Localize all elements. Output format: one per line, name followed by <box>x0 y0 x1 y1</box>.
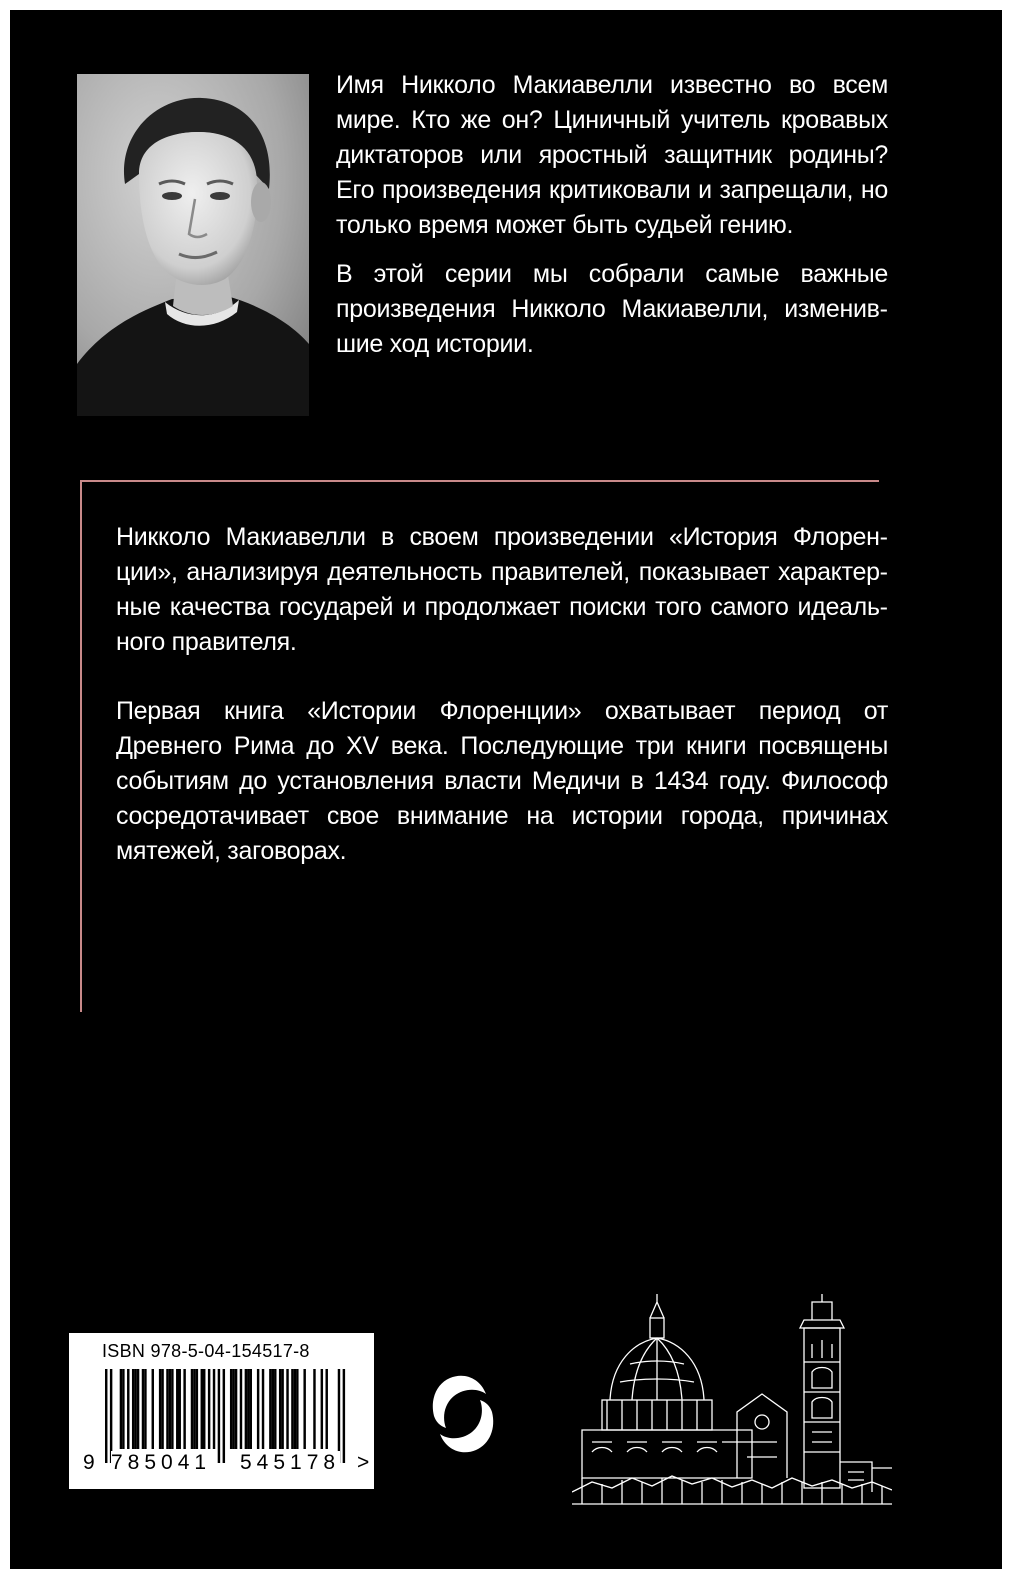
barcode-bar <box>127 1369 129 1449</box>
barcode-bar <box>208 1369 210 1449</box>
barcode-bar <box>201 1369 203 1449</box>
annotation-text <box>116 520 888 903</box>
barcode-bar <box>245 1369 247 1449</box>
barcode-bar <box>132 1369 134 1449</box>
barcode-bar <box>161 1369 163 1449</box>
barcode-bar <box>303 1369 305 1449</box>
barcode-bar <box>296 1369 298 1449</box>
portrait-drawing <box>77 74 309 416</box>
barcode-bar <box>213 1369 215 1449</box>
annotation-paragraph-1: Никколо Макиавелли в своем произведении «История Флоренции», анализируя деятельность правителей, показывает характерные качества государей и продолжает поиски того самого идеального правителя. <box>116 523 888 656</box>
barcode-bar <box>262 1369 264 1449</box>
barcode-bar <box>122 1369 124 1449</box>
barcode-bar <box>338 1369 340 1463</box>
barcode-bar <box>134 1369 136 1449</box>
barcode-quiet-zone-mark: > <box>357 1451 370 1474</box>
barcode-bar <box>110 1369 112 1463</box>
portrait-image <box>77 74 309 416</box>
barcode-bar <box>223 1369 225 1463</box>
barcode-bar <box>286 1369 288 1449</box>
barcode-bar <box>294 1369 296 1449</box>
barcode-bar <box>343 1369 345 1463</box>
barcode-digit-first: 9 <box>83 1451 95 1474</box>
barcode-bar <box>176 1369 178 1449</box>
isbn-barcode <box>69 1333 374 1489</box>
back-cover <box>10 10 1002 1569</box>
barcode-bar <box>269 1369 271 1449</box>
barcode-bar <box>274 1369 276 1449</box>
publisher-logo-icon <box>428 1364 498 1464</box>
barcode-bar <box>196 1369 198 1449</box>
barcode-bar <box>144 1369 146 1449</box>
barcode-bar <box>159 1369 161 1449</box>
barcode-bar <box>272 1369 274 1449</box>
barcode-bar <box>240 1369 242 1449</box>
barcode-bar <box>171 1369 173 1449</box>
barcode-bar <box>191 1369 193 1449</box>
barcode-bar <box>137 1369 139 1449</box>
barcode-bar <box>120 1369 122 1449</box>
barcode-bar <box>250 1369 252 1449</box>
barcode-bar <box>142 1369 144 1449</box>
florence-skyline-icon <box>572 1292 892 1517</box>
intro-paragraph-1: Имя Никколо Макиавелли известно во всем мире. Кто же он? Циничный учитель кровавых диктаторов или яростный защитник родины? Его произведения критиковали и запрещали, но только время может быть судьей гению. <box>336 71 888 239</box>
barcode-bar <box>193 1369 195 1449</box>
barcode-bar <box>105 1369 107 1463</box>
barcode-bar <box>281 1369 283 1449</box>
barcode-bar <box>166 1369 168 1449</box>
barcode-bar <box>257 1369 259 1449</box>
barcode-bar <box>291 1369 293 1449</box>
barcode-bar <box>203 1369 205 1449</box>
intro-paragraph-2: В этой серии мы собрали самые важные произведения Никколо Макиавелли, изменившие ход истории. <box>336 260 888 358</box>
barcode-bar <box>321 1369 323 1449</box>
intro-text <box>336 68 888 376</box>
barcode-bar <box>279 1369 281 1449</box>
barcode-bar <box>179 1369 181 1449</box>
barcode-bar <box>313 1369 315 1449</box>
barcode-bar <box>326 1369 328 1449</box>
annotation-paragraph-2: Первая книга «Истории Флоренции» охватывает период от Древнего Рима до XV века. Последующие три книги посвящены событиям до установления власти Медичи в 1434 году. Философ сосредотачивает свое внимание на истории города, причинах мятежей, заговорах. <box>116 697 888 865</box>
barcode-bar <box>235 1369 237 1449</box>
barcode-digits <box>69 1451 374 1483</box>
barcode-bar <box>230 1369 232 1449</box>
barcode-bar <box>152 1369 154 1449</box>
barcode-digits-right: 545178 <box>240 1451 341 1474</box>
barcode-bar <box>232 1369 234 1449</box>
barcode-bar <box>218 1369 220 1463</box>
isbn-label: ISBN 978-5-04-154517-8 <box>102 1341 310 1361</box>
barcode-bar <box>183 1369 185 1449</box>
barcode-bar <box>247 1369 249 1449</box>
barcode-digits-left: 785041 <box>111 1451 212 1474</box>
barcode-bar <box>169 1369 171 1449</box>
